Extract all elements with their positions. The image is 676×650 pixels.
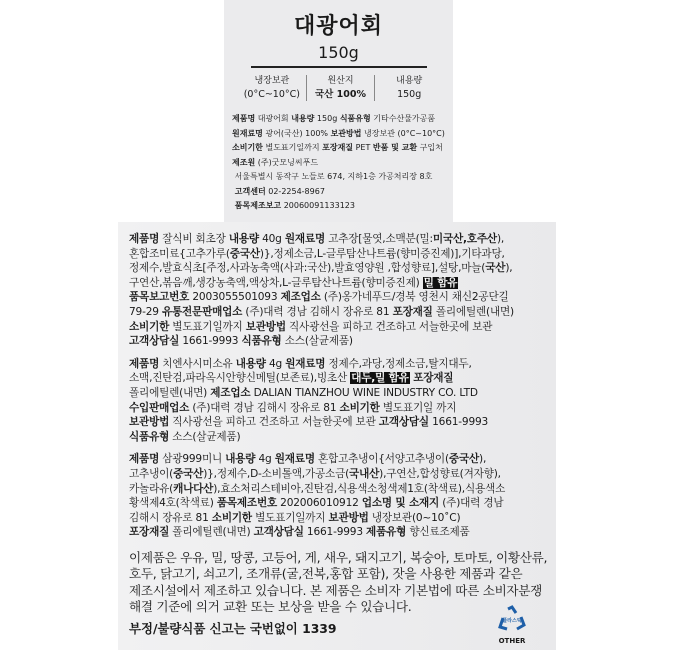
field-value: 고추냉이( xyxy=(129,467,174,480)
field-label: 중국산 xyxy=(229,247,260,260)
text-line xyxy=(129,452,505,467)
field-label: 소비기한 xyxy=(211,511,252,524)
text-line xyxy=(232,156,445,171)
field-label: 원재료명 xyxy=(284,233,326,245)
info-label: 냉장보관 xyxy=(254,76,290,86)
field-label: 포장재질 xyxy=(409,372,454,385)
field-label: 반품 및 교환 xyxy=(372,143,418,152)
field-value: 정제수,과당,정제소금,탈지대두, xyxy=(325,357,472,370)
field-value: 혼합조미료{고추가루( xyxy=(129,247,230,260)
field-value: 별도표기일 까지 xyxy=(379,401,457,414)
field-value: )},정제소금,L-글루탐산나트륨(향미증진제)],기타과당, xyxy=(259,247,505,260)
divider xyxy=(251,66,427,68)
field-value: DALIAN TIANZHOU WINE INDUSTRY CO. LTD xyxy=(250,386,478,399)
field-value: 폴리에틸렌(내면) xyxy=(432,305,514,318)
field-value: 별도표기일까지 xyxy=(251,511,329,524)
text-line xyxy=(129,386,488,401)
field-value: 카놀라유( xyxy=(129,482,174,495)
text-line xyxy=(129,334,514,349)
info-label: 내용량 xyxy=(396,76,423,86)
field-label: 포장재질 xyxy=(392,305,433,318)
text-line xyxy=(129,247,514,262)
field-label: 식품유형 xyxy=(129,430,170,443)
field-value: 소스(살균제품) xyxy=(169,430,241,443)
recycle-label: OTHER xyxy=(498,637,526,645)
field-value: 1661-9993 xyxy=(428,416,489,429)
field-value: 202006010912 xyxy=(277,497,362,510)
field-value: (주)대력 경남 김해시 장유로 81 xyxy=(242,305,393,318)
sauce-label-text xyxy=(129,232,547,637)
field-label: 소비기한 xyxy=(232,143,263,152)
text-line xyxy=(129,305,514,320)
notice-line: 해결 기준에 의거 교환 또는 보상을 받을 수 있습니다. xyxy=(129,599,412,615)
info-content xyxy=(374,75,443,101)
sauce-block-chojang xyxy=(129,232,514,349)
field-value: (주)대력 경남 김해시 장유로 81 xyxy=(189,401,340,414)
field-label: 제품유형 xyxy=(366,526,407,539)
field-label: 포장재질 xyxy=(129,526,170,539)
allergen-notice xyxy=(129,550,547,616)
field-value: 4g xyxy=(255,453,275,466)
field-label: 보관방법 xyxy=(330,128,362,138)
field-label: 품목제조보고 xyxy=(232,201,282,210)
top-product-label xyxy=(224,0,453,222)
recycle-mark xyxy=(490,605,534,646)
info-value: 150g xyxy=(397,89,422,100)
text-line xyxy=(129,261,514,276)
field-value: ), xyxy=(505,262,513,275)
field-value: 냉장보관(0~10˚C) xyxy=(368,511,461,524)
field-value: 20060091133123 xyxy=(281,201,355,210)
field-value: 황색제4호(착색료) xyxy=(129,497,217,510)
field-value: 1661-9993 xyxy=(179,335,242,348)
field-value: 광어(국산) 100% xyxy=(262,128,331,138)
text-line xyxy=(232,185,445,200)
text-line xyxy=(129,511,505,526)
field-value: 02-2254-8967 xyxy=(265,186,325,196)
field-label: 국내산 xyxy=(349,467,380,480)
text-line xyxy=(129,467,505,482)
product-weight: 150g xyxy=(318,43,359,62)
field-label: 소비기한 xyxy=(339,401,380,414)
field-value: 직사광선을 피하고 건조하고 서늘한곳에 보관 xyxy=(285,320,493,333)
notice-line: 이제품은 우유, 밀, 땅콩, 고등어, 게, 새우, 돼지고기, 복숭아, 토마토, 이황산류, xyxy=(129,549,548,565)
field-value: ), xyxy=(496,233,505,245)
field-value: 소맥,진탄검,파라옥시안향신메틸(보존료),빙초산 xyxy=(129,372,351,385)
field-label: 유통전문판매업소 xyxy=(161,305,243,318)
product-title: 대광어회 xyxy=(293,14,383,39)
field-label: 원재료명 xyxy=(274,453,315,466)
field-label: 고객상담실 xyxy=(129,335,180,348)
field-label: 제품명 xyxy=(129,453,160,466)
field-label: 내용량 xyxy=(235,357,266,370)
field-value: 삼광999미니 xyxy=(159,453,226,466)
field-label: 수입판매업소 xyxy=(129,401,190,414)
field-label: 미국산,호주산 xyxy=(432,233,497,245)
recycle-inner-text: 플라스틱 xyxy=(502,618,522,624)
field-label: 원재료명 xyxy=(232,128,263,138)
field-value: 폴리에틸렌(내면) xyxy=(169,526,254,539)
field-label: 소비기한 xyxy=(129,320,170,333)
info-columns xyxy=(238,75,443,101)
field-label: 업소명 및 소재지 xyxy=(361,497,440,510)
field-value: 정제수,발효식초[주정,사과농축액(사과:국산),발효영양원 ,합성향료],설탕,마늘( xyxy=(129,262,486,275)
text-line xyxy=(129,415,488,430)
field-value: (주)대력 경남 xyxy=(439,497,504,510)
text-line xyxy=(129,276,514,291)
field-value: 4g xyxy=(265,357,286,370)
text-line xyxy=(129,290,514,305)
field-label: 고객상담실 xyxy=(253,526,304,539)
field-value: 150g xyxy=(314,114,340,123)
allergen-badge: 대두,밀 함유 xyxy=(351,372,409,385)
info-value: 국산 100% xyxy=(315,89,367,100)
text-line xyxy=(129,357,488,372)
sauce-label xyxy=(118,222,556,650)
field-label: 내용량 xyxy=(225,453,256,466)
field-value: 향신료조제품 xyxy=(406,526,470,539)
field-value: 서울특별시 동작구 노들로 674, 지하1층 가공처리장 8호 xyxy=(232,172,433,181)
field-label: 제조원 xyxy=(232,157,256,167)
text-line xyxy=(129,371,488,386)
field-label: 중국산 xyxy=(173,467,204,480)
field-value: 치엔사시미소유 xyxy=(159,357,236,370)
field-value: 2003055501093 xyxy=(189,291,281,304)
field-label: 보관방법 xyxy=(129,416,170,429)
field-value: 직사광선을 피하고 건조하고 서늘한곳에 보관 xyxy=(169,416,379,429)
text-line xyxy=(129,496,505,511)
text-line xyxy=(232,112,445,127)
text-line xyxy=(129,482,505,497)
field-value: 별도표기일까지 xyxy=(262,143,323,152)
field-label: 내용량 xyxy=(228,233,259,245)
info-value: (0°C~10°C) xyxy=(243,89,300,100)
field-value: ),효소처리스테비아,진탄검,식용색소청색제1호(착색료),식용색소 xyxy=(213,482,506,495)
notice-line: 제조시설에서 제조하고 있습니다. 본 제품은 소비자 기본법에 따른 소비자분쟁 xyxy=(129,582,543,598)
field-value: PET xyxy=(353,143,373,152)
text-line xyxy=(232,141,445,156)
field-value: 구입처 xyxy=(417,143,443,152)
field-label: 고객센터 xyxy=(232,186,266,196)
product-details xyxy=(232,112,445,214)
allergen-badge: 밀 함유 xyxy=(423,276,458,289)
text-line xyxy=(129,320,514,335)
field-label: 중국산 xyxy=(448,453,480,466)
text-line xyxy=(232,199,445,214)
info-origin xyxy=(306,75,375,101)
field-value: 대광어회 xyxy=(255,114,292,123)
info-storage xyxy=(238,75,306,101)
sauce-block-soy xyxy=(129,357,488,445)
field-value: 김해시 장유로 81 xyxy=(129,511,212,524)
info-label: 원산지 xyxy=(327,76,354,86)
field-label: 제품명 xyxy=(129,233,160,245)
field-value: 혼합고추냉이{서양고추냉이( xyxy=(314,453,449,466)
field-value: 구연산,볶음깨,생강농축액,액상차,L-글루탐산나트륨(향미증진제) xyxy=(129,276,423,289)
text-line xyxy=(129,401,488,416)
field-label: 품목제조번호 xyxy=(216,497,278,510)
field-value: 잘식비 회초장 xyxy=(159,233,229,245)
sauce-block-wasabi xyxy=(129,452,505,540)
text-line xyxy=(129,430,488,445)
field-value: 1661-9993 xyxy=(303,526,367,539)
field-value: 79-29 xyxy=(129,305,162,318)
field-label: 제품명 xyxy=(232,114,256,123)
text-line xyxy=(129,525,505,540)
report-hotline: 부정/불량식품 신고는 국번없이 1339 xyxy=(129,620,337,636)
field-value: 40g xyxy=(258,233,285,245)
field-label: 원재료명 xyxy=(285,357,326,370)
field-label: 제조업소 xyxy=(210,386,251,399)
field-value: )},정제수,D-소비톨액,가공소금( xyxy=(203,467,350,480)
field-value: ), xyxy=(479,453,487,466)
field-label: 제품명 xyxy=(129,357,160,370)
field-label: 식품유형 xyxy=(339,114,371,123)
field-value: 고추장[물엿,소맥분(밀: xyxy=(325,233,433,245)
field-value: 기타수산물가공품 xyxy=(370,114,436,123)
text-line xyxy=(232,170,445,185)
field-label: 식품유형 xyxy=(241,335,282,348)
field-value: (주)굿모닝씨푸드 xyxy=(255,157,319,167)
field-label: 보관방법 xyxy=(328,511,369,524)
field-value: ),구연산,합성향료(겨자향), xyxy=(379,467,501,480)
notice-line: 호두, 닭고기, 쇠고기, 조개류(굴,전복,홍합 포함), 잣을 사용한 제품과 같은 xyxy=(129,566,523,582)
field-value: (주)옹가네푸드/경북 영천시 채신2공단길 xyxy=(320,291,509,304)
field-label: 품목보고번호 xyxy=(129,291,190,304)
field-value: 별도표기일까지 xyxy=(169,320,246,333)
field-label: 보관방법 xyxy=(245,320,286,333)
text-line xyxy=(232,127,445,142)
field-value: 소스(살균제품) xyxy=(281,335,353,348)
field-label: 포장재질 xyxy=(322,143,354,152)
field-value: 냉장보관 (0°C~10°C) xyxy=(361,128,445,138)
field-label: 내용량 xyxy=(291,114,315,123)
recycle-icon xyxy=(497,605,527,633)
field-value: 폴리에틸렌(내면) xyxy=(129,386,211,399)
field-label: 제조업소 xyxy=(280,291,321,304)
field-label: 고객상담실 xyxy=(378,416,429,429)
field-label: 국산 xyxy=(485,262,506,275)
field-label: 캐나다산 xyxy=(173,482,214,495)
text-line xyxy=(129,232,514,247)
